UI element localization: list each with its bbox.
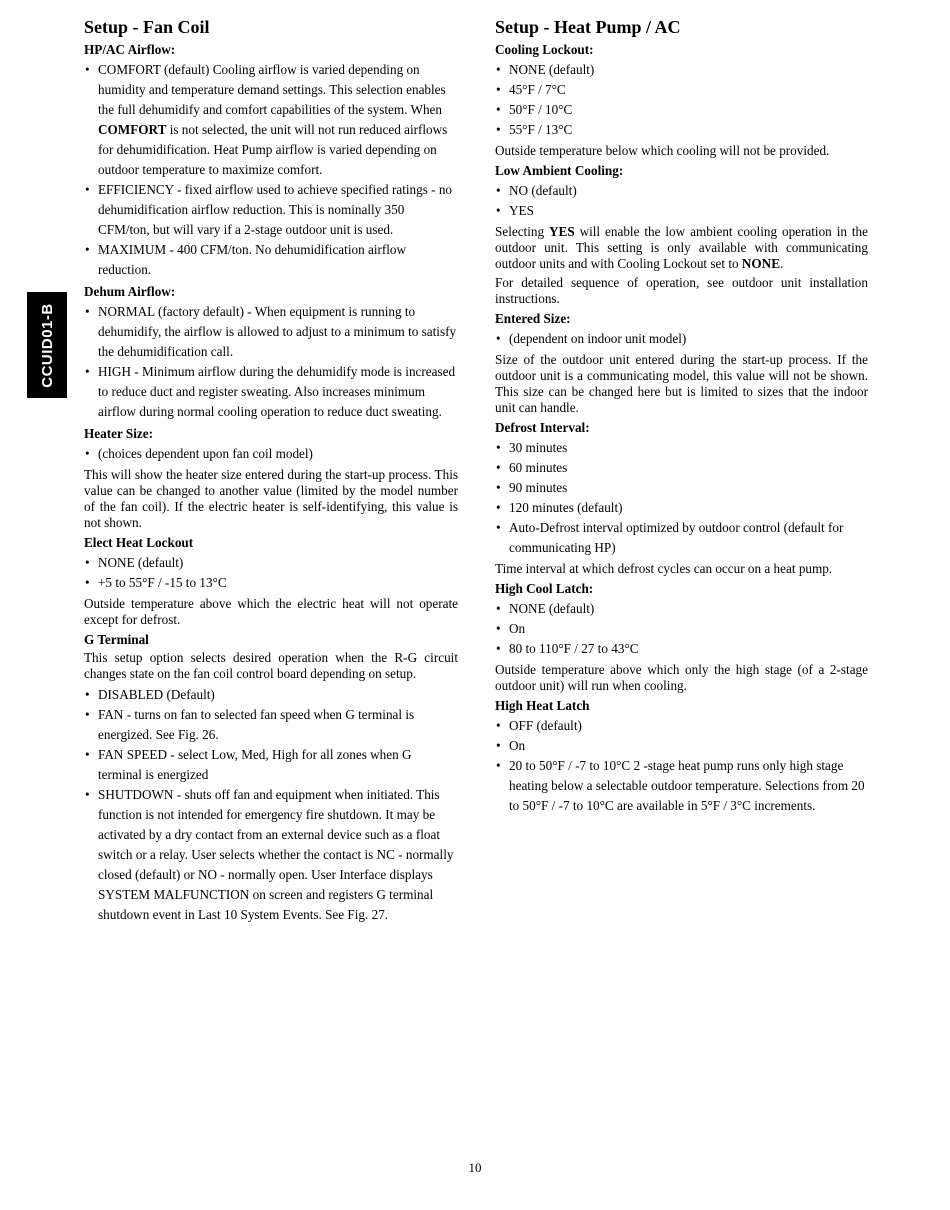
low-ambient-cooling-note: For detailed sequence of operation, see outdoor unit installation instructions. — [495, 275, 868, 306]
high-cool-latch-heading: High Cool Latch: — [495, 581, 594, 596]
list-item: • On — [495, 736, 868, 756]
list-item: • FAN - turns on fan to selected fan speed when G terminal is energized. See Fig. 26. — [84, 705, 458, 745]
elect-heat-lockout-heading: Elect Heat Lockout — [84, 535, 194, 550]
list-item: • OFF (default) — [495, 716, 868, 736]
list-item: • MAXIMUM - 400 CFM/ton. No dehumidification airflow reduction. — [84, 240, 458, 280]
g-terminal-heading: G Terminal — [84, 632, 149, 647]
elect-heat-lockout-paragraph: Outside temperature above which the electric heat will not operate except for defrost. — [84, 596, 458, 627]
entered-size-heading: Entered Size: — [495, 311, 571, 326]
heater-size-heading: Heater Size: — [84, 426, 153, 441]
list-item: • 80 to 110°F / 27 to 43°C — [495, 639, 868, 659]
document-code-tab — [27, 292, 67, 398]
list-item: • 60 minutes — [495, 458, 868, 478]
cooling-lockout-paragraph: Outside temperature below which cooling will not be provided. — [495, 143, 830, 158]
list-item: • EFFICIENCY - fixed airflow used to achieve specified ratings - no dehumidification airflow reduction. This is nominally 350 CFM/ton, but will vary if a 2-stage outdoor unit is used. — [84, 180, 458, 240]
low-ambient-cooling-paragraph: Selecting YES will enable the low ambient cooling operation in the outdoor unit. This setting is only available with communicating outdoor units and with Cooling Lockout set to NONE. — [495, 224, 868, 271]
list-item: • NONE (default) — [495, 60, 868, 80]
list-item: • 20 to 50°F / -7 to 10°C 2 -stage heat pump runs only high stage heating below a selectable outdoor temperature. Selections from 20 to 50°F / -7 to 10°C are available in 5°F / 3°C increments. — [495, 756, 868, 816]
defrost-interval-paragraph: Time interval at which defrost cycles can occur on a heat pump. — [495, 561, 833, 576]
list-item: • 30 minutes — [495, 438, 868, 458]
high-heat-latch-list — [495, 716, 868, 816]
heater-size-list — [84, 444, 458, 464]
list-item: • DISABLED (Default) — [84, 685, 458, 705]
list-item: • YES — [495, 201, 868, 221]
list-item: • 55°F / 13°C — [495, 120, 868, 140]
list-item: • NORMAL (factory default) - When equipment is running to dehumidify, the airflow is allowed to adjust to a minimum to satisfy the dehumidification call. — [84, 302, 458, 362]
elect-heat-lockout-list — [84, 553, 458, 593]
list-item: • FAN SPEED - select Low, Med, High for all zones when G terminal is energized — [84, 745, 458, 785]
page-number: 10 — [468, 1160, 482, 1175]
high-heat-latch-heading: High Heat Latch — [495, 698, 590, 713]
list-item: • NONE (default) — [84, 553, 458, 573]
high-cool-latch-list — [495, 599, 868, 659]
document-code-label: CCUID01-B — [38, 302, 56, 388]
list-item: • 120 minutes (default) — [495, 498, 868, 518]
heat-pump-title: Setup - Heat Pump / AC — [495, 17, 681, 37]
list-item: • On — [495, 619, 868, 639]
list-item: • NO (default) — [495, 181, 868, 201]
list-item: • Auto-Defrost interval optimized by outdoor control (default for communicating HP) — [495, 518, 868, 558]
entered-size-paragraph: Size of the outdoor unit entered during the start-up process. If the outdoor unit is a communicating model, this value will not be shown. This size can be changed here but is limited to sizes that the indoor unit can handle. — [495, 352, 868, 415]
low-ambient-cooling-heading: Low Ambient Cooling: — [495, 163, 624, 178]
list-item: • 90 minutes — [495, 478, 868, 498]
list-item: • HIGH - Minimum airflow during the dehumidify mode is increased to reduce duct and register sweating. Also increases minimum airflow during normal cooling operation to reduce duct sweating. — [84, 362, 458, 422]
list-item: • (choices dependent upon fan coil model) — [84, 444, 458, 464]
heat-pump-setup-column — [495, 16, 868, 819]
hpac-airflow-heading: HP/AC Airflow: — [84, 42, 176, 57]
dehum-airflow-list — [84, 302, 458, 422]
list-item: • COMFORT (default) Cooling airflow is varied depending on humidity and temperature demand settings. This selection enables the full dehumidify and comfort capabilities of the system. When COMFORT is not selected, the unit will not run reduced airflows for dehumidification. Heat Pump airflow is varied depending on outdoor temperature to maximize comfort. — [84, 60, 458, 180]
dehum-airflow-heading: Dehum Airflow: — [84, 284, 176, 299]
hpac-airflow-list — [84, 60, 458, 280]
list-item: • 45°F / 7°C — [495, 80, 868, 100]
cooling-lockout-heading: Cooling Lockout: — [495, 42, 594, 57]
fan-coil-setup-column — [84, 16, 458, 928]
low-ambient-cooling-list — [495, 181, 868, 221]
entered-size-list — [495, 329, 868, 349]
g-terminal-paragraph: This setup option selects desired operation when the R-G circuit changes state on the fan coil control board depending on setup. — [84, 650, 458, 681]
high-cool-latch-paragraph: Outside temperature above which only the high stage (of a 2-stage outdoor unit) will run when cooling. — [495, 662, 868, 693]
list-item: • (dependent on indoor unit model) — [495, 329, 868, 349]
cooling-lockout-list — [495, 60, 868, 140]
list-item: • NONE (default) — [495, 599, 868, 619]
g-terminal-list — [84, 685, 458, 925]
defrost-interval-heading: Defrost Interval: — [495, 420, 590, 435]
list-item: • +5 to 55°F / -15 to 13°C — [84, 573, 458, 593]
list-item: • SHUTDOWN - shuts off fan and equipment when initiated. This function is not intended for emergency fire shutdown. It may be activated by a dry contact from an external device such as a float switch or a relay. User selects whether the contact is NC - normally closed (default) or NO - normally open. User Interface displays SYSTEM MALFUNCTION on screen and registers G terminal shutdown event in Last 10 System Events. See Fig. 27. — [84, 785, 458, 925]
list-item: • 50°F / 10°C — [495, 100, 868, 120]
heater-size-paragraph: This will show the heater size entered during the start-up process. This value can be changed to another value (limited by the model number of the fan coil). If the electric heater is self-identifying, this value is not shown. — [84, 467, 458, 530]
defrost-interval-list — [495, 438, 868, 558]
fan-coil-title: Setup - Fan Coil — [84, 17, 210, 37]
